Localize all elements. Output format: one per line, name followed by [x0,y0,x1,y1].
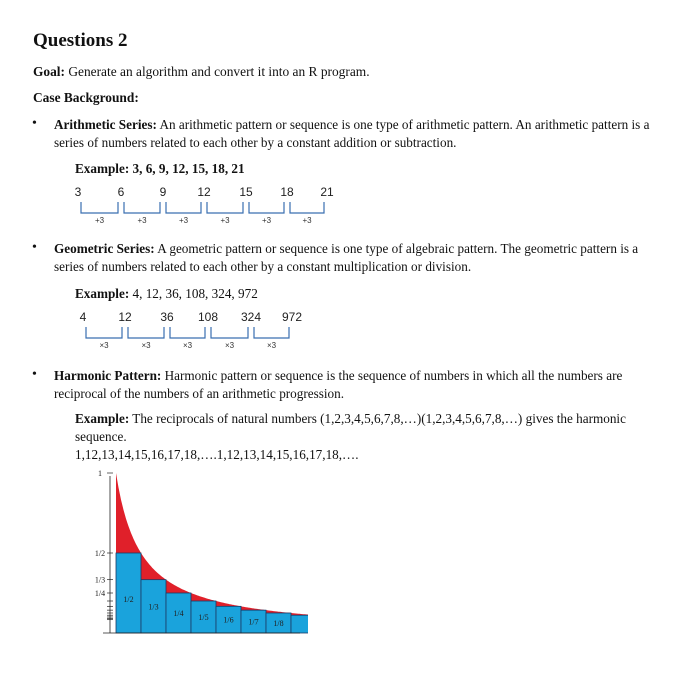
arithmetic-number: 12 [197,185,211,199]
y-axis-label: 1 [98,470,102,478]
goal-line [33,64,370,80]
harmonic-example-label: Example: [75,411,130,426]
harmonic-bar [116,553,141,633]
y-fraction-label: 1/2 [94,549,106,558]
goal-label: Goal: [33,64,65,79]
arithmetic-op-label: +3 [94,216,105,225]
geometric-number: 972 [281,310,303,324]
arithmetic-bracket [124,202,160,213]
geometric-bracket [170,327,205,338]
geometric-number: 108 [197,310,219,324]
geometric-bracket [128,327,164,338]
geometric-op-label: ×3 [224,341,235,350]
geometric-bracket [254,327,289,338]
page-title: Questions 2 [33,30,128,51]
harmonic-bar [291,615,308,633]
harmonic-example-text: The reciprocals of natural numbers (1,2,3,4,5,6,7,8,…)(1,2,3,4,5,6,7,8,…) gives the harmonic sequence. [75,411,626,444]
arithmetic-label: Arithmetic Series: [54,117,157,132]
case-background-heading: Case Background: [33,90,139,105]
arithmetic-bracket [207,202,243,213]
arithmetic-number: 6 [117,185,125,199]
geometric-example-text: 4, 12, 36, 108, 324, 972 [129,286,258,301]
bar-fraction-label: 1/8 [273,619,284,628]
arithmetic-op-label: +3 [302,216,312,225]
bullet-arithmetic: • [32,116,37,131]
arithmetic-op-label: +3 [220,216,230,225]
geometric-op-label: ×3 [99,341,109,350]
arithmetic-op-label: +3 [178,216,189,225]
geometric-sequence-diagram [70,309,320,355]
arithmetic-number: 15 [239,185,253,199]
arithmetic-number: 21 [320,185,334,199]
arithmetic-sequence-diagram [70,184,350,230]
goal-text: Generate an algorithm and convert it into an R program. [65,64,370,79]
bar-fraction-label: 1/4 [173,609,184,618]
geometric-op-label: ×3 [182,341,193,350]
bullet-geometric: • [32,240,37,255]
arithmetic-text: An arithmetic pattern or sequence is one type of arithmetic pattern. An arithmetic pattern is a series of numbers related to each other by a constant addition or subtraction. [54,117,650,150]
geometric-number: 36 [160,310,174,324]
arithmetic-paragraph [54,116,654,152]
y-fraction-label: 1/4 [94,589,106,598]
harmonic-sequence: 1,12,13,14,15,16,17,18,….1,12,13,14,15,16,17,18,…. [75,447,359,462]
geometric-op-label: ×3 [141,341,151,350]
bar-fraction-label: 1/6 [223,615,234,625]
geometric-bracket [211,327,248,338]
geometric-number: 4 [79,310,87,324]
bar-fraction-label: 1/5 [198,613,209,622]
arithmetic-bracket [290,202,324,213]
geometric-text: A geometric pattern or sequence is one type of algebraic pattern. The geometric pattern is a series of numbers related to each other by a constant multiplication or division. [54,241,639,274]
bar-fraction-label: 1/3 [148,602,159,612]
bar-fraction-label: 1/7 [248,617,259,627]
harmonic-paragraph [54,367,654,403]
geometric-example-label: Example: [75,286,130,301]
geometric-example [75,285,258,303]
arithmetic-bracket [249,202,284,213]
bar-fraction-label: 1/2 [123,595,134,604]
geometric-op-label: ×3 [266,341,277,350]
bullet-harmonic: • [32,367,37,382]
geometric-number: 324 [240,310,262,324]
arithmetic-example: Example: 3, 6, 9, 12, 15, 18, 21 [75,161,245,176]
geometric-bracket [86,327,122,338]
geometric-number: 12 [118,310,132,324]
geometric-label: Geometric Series: [54,241,155,256]
arithmetic-bracket [81,202,118,213]
arithmetic-number: 18 [280,185,294,199]
arithmetic-number: 3 [74,185,82,199]
geometric-paragraph [54,240,654,276]
y-fraction-label: 1/3 [94,575,106,585]
harmonic-area-figure [88,470,308,640]
harmonic-label: Harmonic Pattern: [54,368,162,383]
arithmetic-number: 9 [159,185,167,199]
arithmetic-bracket [166,202,201,213]
arithmetic-op-label: +3 [261,216,272,225]
harmonic-text: Harmonic pattern or sequence is the sequence of numbers in which all the numbers are reciprocal of the numbers of an arithmetic progression. [54,368,623,401]
arithmetic-op-label: +3 [137,216,147,225]
harmonic-example [75,410,655,446]
